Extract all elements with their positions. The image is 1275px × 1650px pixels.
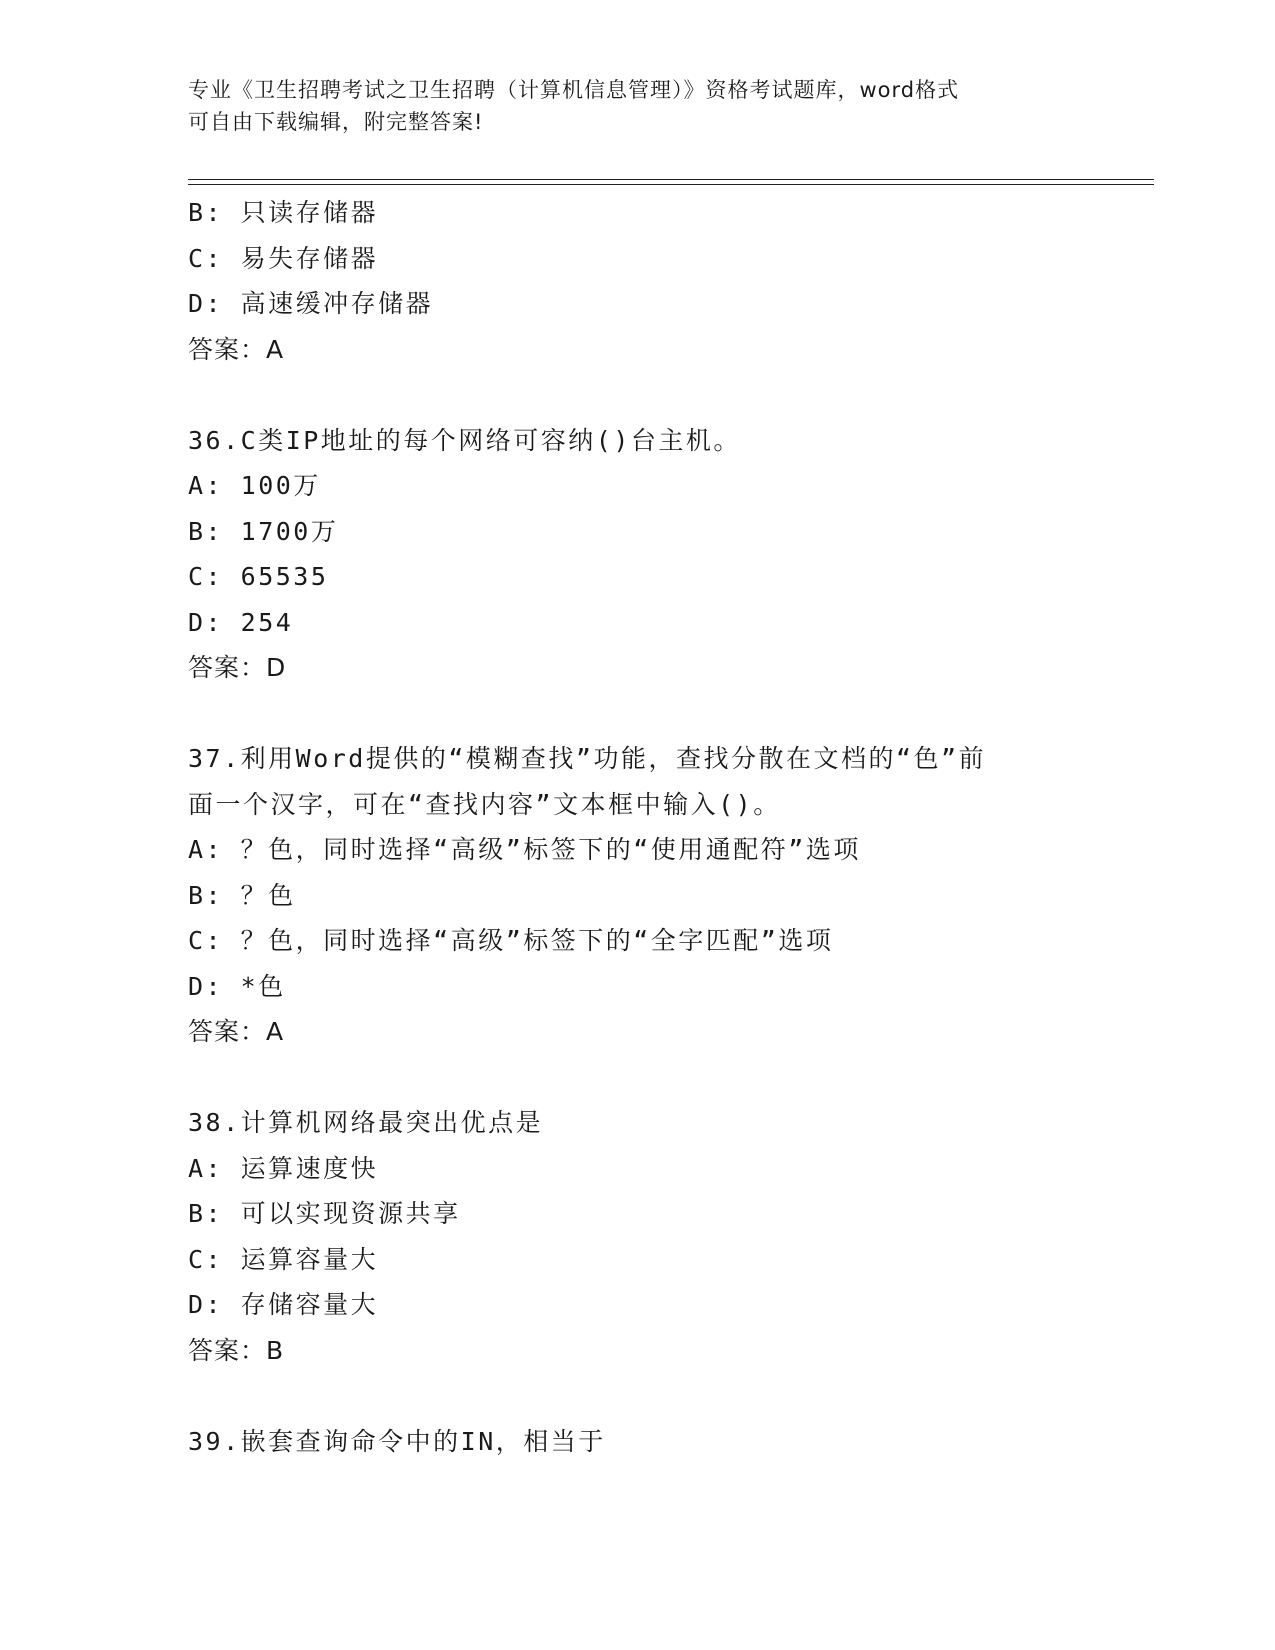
option-c: C: ？色，同时选择“高级”标签下的“全字匹配”选项 xyxy=(188,926,834,955)
header-divider-bottom xyxy=(188,184,1154,185)
header-divider-top xyxy=(188,179,1154,180)
option-b: B: 1700万 xyxy=(188,516,339,546)
question-36 xyxy=(188,418,1148,691)
question-text-continued: 面一个汉字，可在“查找内容”文本框中输入()。 xyxy=(188,789,781,819)
option-b: B: 可以实现资源共享 xyxy=(188,1199,461,1228)
option-a: A: 100万 xyxy=(188,471,321,500)
option-a: A: ？色，同时选择“高级”标签下的“使用通配符”选项 xyxy=(188,835,861,864)
answer-line: 答案：B xyxy=(188,1335,285,1365)
option-d: D: *色 xyxy=(188,971,286,1001)
document-header xyxy=(188,74,1078,138)
option-c: C: 运算容量大 xyxy=(188,1244,379,1274)
question-38 xyxy=(188,1100,1148,1373)
answer-line: 答案：A xyxy=(188,334,285,364)
header-line-1: 专业《卫生招聘考试之卫生招聘（计算机信息管理）》资格考试题库，word格式 xyxy=(188,78,960,102)
question-text: 37.利用Word提供的“模糊查找”功能，查找分散在文档的“色”前 xyxy=(188,744,987,773)
answer-line: 答案：D xyxy=(188,653,287,682)
option-d: D: 高速缓冲存储器 xyxy=(188,289,434,318)
option-d: D: 存储容量大 xyxy=(188,1290,379,1319)
option-b: B: ？色 xyxy=(188,880,296,910)
question-text: 39.嵌套查询命令中的IN，相当于 xyxy=(188,1426,606,1456)
option-b: B: 只读存储器 xyxy=(188,198,379,227)
question-text: 38.计算机网络最突出优点是 xyxy=(188,1108,544,1137)
question-35-partial xyxy=(188,190,1148,372)
option-c: C: 65535 xyxy=(188,562,329,591)
answer-line: 答案：A xyxy=(188,1017,285,1046)
question-37 xyxy=(188,736,1148,1055)
question-list xyxy=(188,190,1148,1464)
option-c: C: 易失存储器 xyxy=(188,243,379,273)
option-d: D: 254 xyxy=(188,607,294,637)
option-a: A: 运算速度快 xyxy=(188,1153,379,1183)
question-text: 36.C类IP地址的每个网络可容纳()台主机。 xyxy=(188,425,741,455)
header-line-2: 可自由下载编辑，附完整答案! xyxy=(188,110,484,134)
question-39 xyxy=(188,1419,1148,1465)
